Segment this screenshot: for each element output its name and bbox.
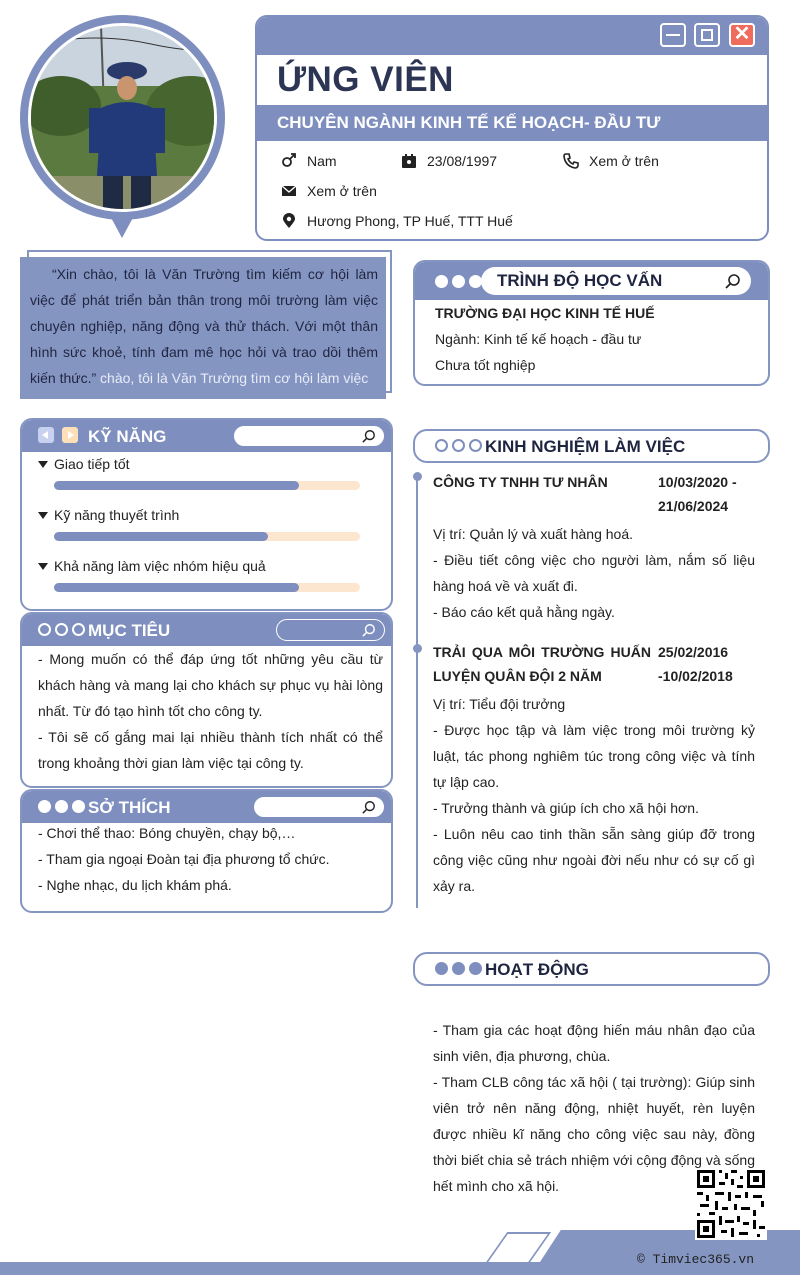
experience-dots [435,439,482,452]
timeline-dot [413,644,422,653]
objective-paragraph-1: - Mong muốn có thể đáp ứng tốt những yêu cầu từ khách hàng và mang lại cho khách sự phục vụ hài lòng nhất. Từ đó tạo hình tốt cho công ty. [38,651,383,719]
hobbies-search [253,796,385,818]
activities-paragraph-1: - Tham gia các hoạt động hiến máu nhân đạo của sinh viên, địa phương, chùa. [433,1022,755,1064]
skill-bar-track [54,481,360,490]
footer-parallelogram [485,1232,551,1264]
birthdate-value: 23/08/1997 [427,153,498,169]
objective-paragraph-2: - Tôi sẽ cố gắng mai lại nhiều thành tích nhất có thể trong khoảng thời gian làm việc tại công ty. [38,729,383,771]
skill-item [38,456,130,472]
birthdate-row [401,153,497,169]
skill-label: Giao tiếp tốt [54,456,130,472]
experience-timeline [416,474,418,908]
education-school: TRƯỜNG ĐẠI HỌC KINH TẾ HUẾ [435,305,655,321]
window-titlebar [257,17,767,55]
activities-header [413,952,770,986]
job-line: - Luôn nêu cao tinh thần sẵn sàng giúp đỡ trong công việc cũng như ngoài đời nếu như có sự cố gì xảy ra. [433,826,755,894]
experience-header [413,429,770,463]
skills-card [20,418,393,611]
skill-label: Khả năng làm việc nhóm hiệu quả [54,558,266,574]
phone-icon [563,153,579,169]
hobbies-dots [38,800,85,813]
objective-title: MỤC TIÊU [88,621,171,640]
location-pin-icon [281,213,297,229]
skills-search [233,425,385,447]
objective-search [276,619,385,641]
avatar [20,15,225,220]
education-title: TRÌNH ĐỘ HỌC VẤN [497,271,663,290]
avatar-photo [28,23,217,212]
activities-title: HOẠT ĐỘNG [485,960,589,979]
email-value: Xem ở trên [307,183,377,199]
career-quote [20,257,386,399]
activities-paragraph-2: - Tham CLB công tác xã hội ( tại trường): Giúp sinh viên trở nên năng động, nhiệt huyết, rèn luyện được nhiều kĩ năng cho công việc sau này, đồng thời biết chia sẻ trách nhiệm với cộng động và sống hết mình cho xã hội. [433,1074,755,1194]
hobby-item: - Chơi thể thao: Bóng chuyền, chạy bộ,… [38,825,296,841]
minimize-icon [660,23,686,47]
skill-bar-fill [54,583,299,592]
phone-value: Xem ở trên [589,153,659,169]
caret-down-icon [38,512,48,519]
objective-dots [38,623,85,636]
copyright: © Timviec365.vn [637,1252,755,1267]
job-line: Vị trí: Tiểu đội trưởng [433,696,566,712]
activities-dots [435,962,482,975]
caret-down-icon [38,461,48,468]
gender-value: Nam [307,153,337,169]
address-value: Hương Phong, TP Huế, TTT Huế [307,213,513,229]
skill-label: Kỹ năng thuyết trình [54,507,180,523]
hobbies-title: SỞ THÍCH [88,798,171,817]
calendar-icon [401,153,417,169]
search-icon [725,273,741,289]
skill-item [38,507,179,523]
arrow-left-icon [38,427,54,443]
education-card [413,260,770,386]
timeline-dot [413,472,422,481]
skill-bar-fill [54,532,268,541]
email-row [281,183,377,199]
gender-row [281,153,337,169]
qr-code-icon [695,1168,767,1240]
education-major: Ngành: Kinh tế kế hoạch - đầu tư [435,331,642,347]
skill-bar-fill [54,481,299,490]
candidate-name: ỨNG VIÊN [277,60,454,99]
arrow-right-icon [62,427,78,443]
person-photo [31,26,217,212]
objective-card [20,612,393,788]
job-line: - Điều tiết công việc cho người làm, nắm số liệu hàng hoá về và xuất đi. [433,552,755,594]
job-line: - Báo cáo kết quả hằng ngày. [433,604,615,620]
skill-bar-track [54,583,360,592]
quote-text: “Xin chào, tôi là Văn Trường tìm kiếm cơ hội làm việc để phát triển bản thân trong môi trường làm việc chuyên nghiệp, năng động và thử thách. Với một thân hình sức khoẻ, tính đam mê học hỏi và trao dồi thêm kiến thức.” [30,266,378,386]
job-line: - Được học tập và làm việc trong môi trường kỷ luật, tác phong nghiêm túc trong công việc và tính tự lập cao. [433,722,755,790]
education-status: Chưa tốt nghiệp [435,357,536,373]
job-dates: 25/02/2016 -10/02/2018 [658,644,733,684]
job-company: TRẢI QUA MÔI TRƯỜNG HUẤN LUYỆN QUÂN ĐỘI 2 NĂM [433,644,651,684]
gender-icon [281,153,297,169]
job-line: Vị trí: Quản lý và xuất hàng hoá. [433,526,634,542]
qr-code [695,1168,767,1240]
hobby-item: - Nghe nhạc, du lịch khám phá. [38,877,232,893]
skill-item [38,558,266,574]
close-icon: ✕ [729,23,755,47]
skills-title: KỸ NĂNG [88,427,167,446]
search-icon [362,429,376,443]
major-title: CHUYÊN NGÀNH KINH TẾ KẾ HOẠCH- ĐẦU TƯ [257,105,767,141]
hobby-item: - Tham gia ngoại Đoàn tại địa phương tổ chức. [38,851,330,867]
education-dots [435,275,482,288]
search-icon [362,623,376,637]
header-window [255,15,769,241]
skill-bar-track [54,532,360,541]
experience-title: KINH NGHIỆM LÀM VIỆC [485,437,686,456]
job-company: CÔNG TY TNHH TƯ NHÂN [433,474,608,490]
search-icon [362,800,376,814]
job-line: - Trưởng thành và giúp ích cho xã hội hơn. [433,800,699,816]
phone-row [563,153,659,169]
caret-down-icon [38,563,48,570]
job-dates: 10/03/2020 - 21/06/2024 [658,474,737,514]
quote-ghost-text: chào, tôi là Văn Trường tìm cơ hội làm việc [96,370,369,386]
maximize-icon [694,23,720,47]
mail-icon [281,183,297,199]
address-row [281,213,513,229]
hobbies-card [20,789,393,913]
